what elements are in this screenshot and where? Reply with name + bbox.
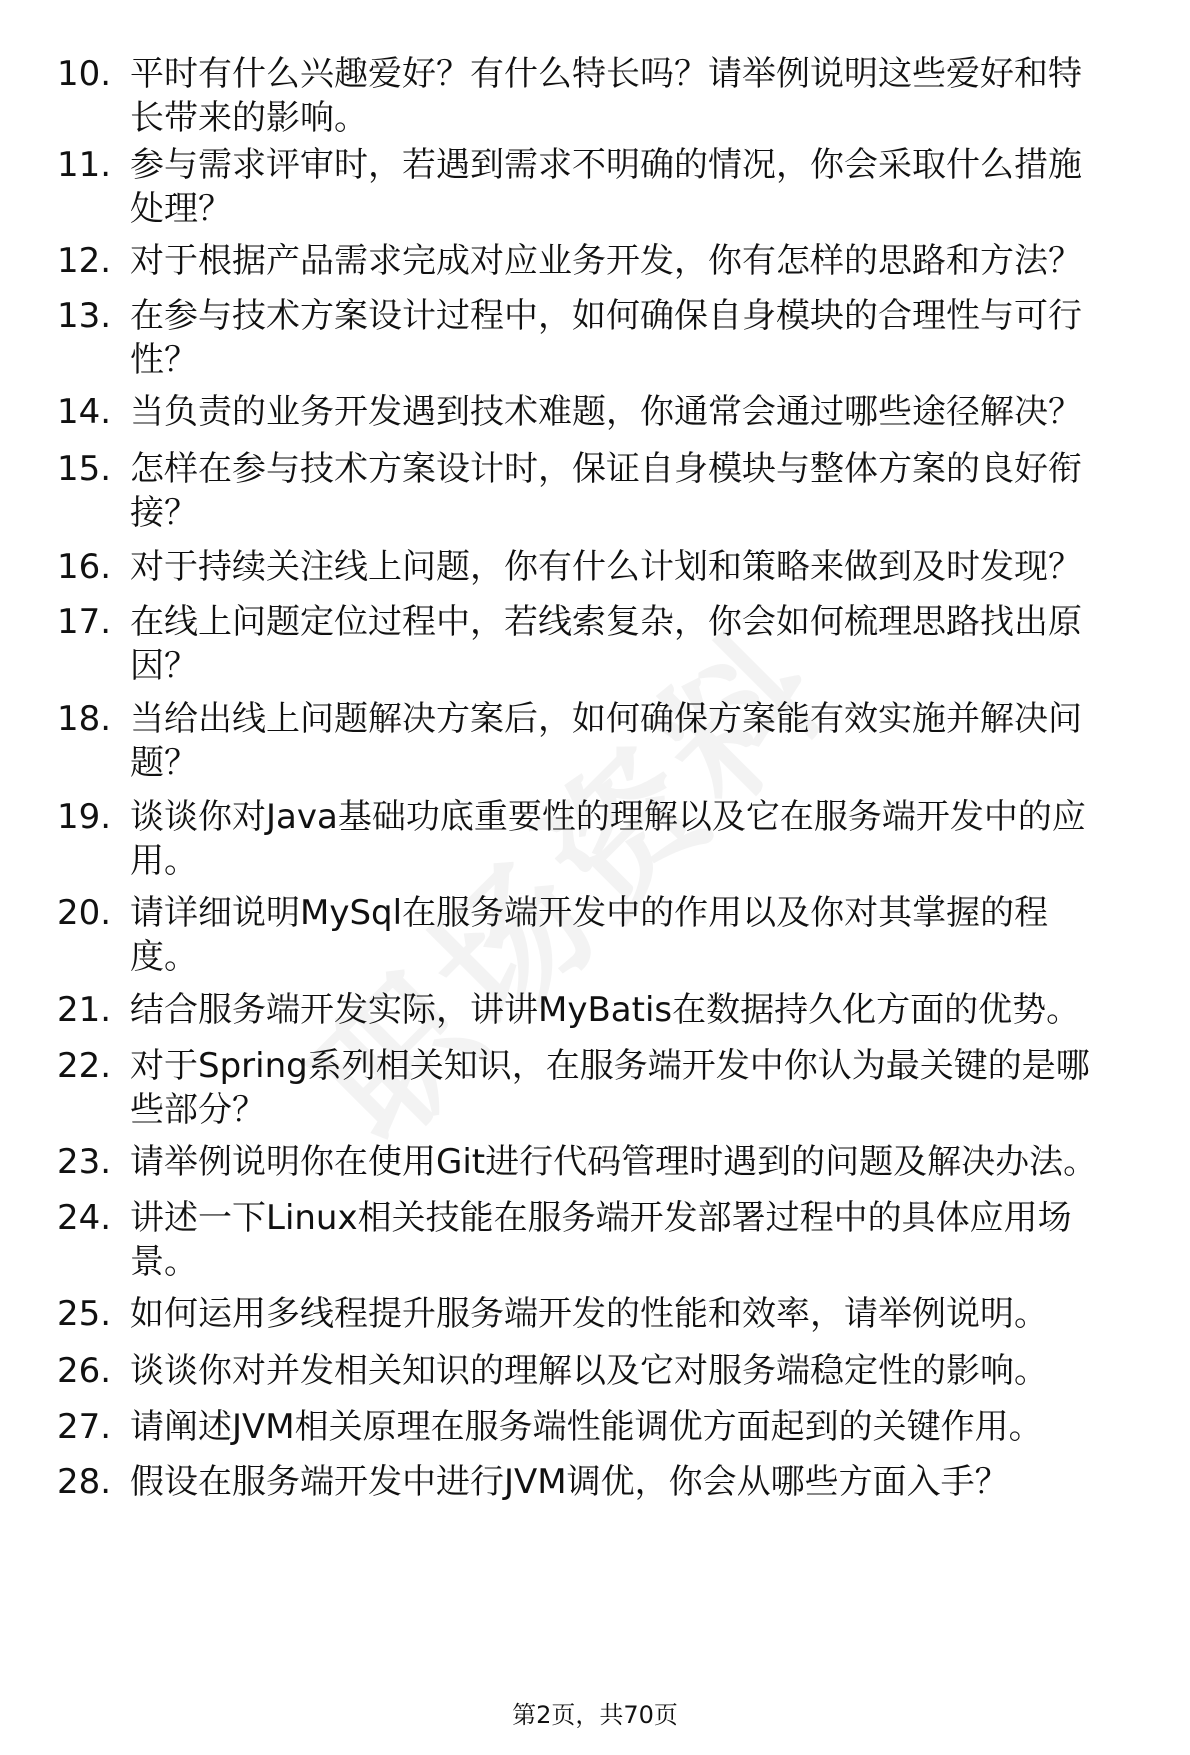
question-number: 15. xyxy=(57,449,112,489)
question-number: 25. xyxy=(57,1294,112,1334)
question-text: 在线上问题定位过程中，若线索复杂，你会如何梳理思路找出原 因？ xyxy=(130,602,1082,686)
question-number: 22. xyxy=(57,1046,112,1086)
question-text: 假设在服务端开发中进行JVM调优，你会从哪些方面入手？ xyxy=(130,1462,1009,1502)
question-number: 27. xyxy=(57,1407,112,1447)
question-number: 14. xyxy=(57,392,112,432)
page-footer: 第2页，共70页 xyxy=(512,1701,678,1729)
question-number: 26. xyxy=(57,1351,112,1391)
question-text: 当给出线上问题解决方案后，如何确保方案能有效实施并解决问 题？ xyxy=(130,699,1082,783)
question-text: 对于Spring系列相关知识，在服务端开发中你认为最关键的是哪 些部分？ xyxy=(130,1046,1090,1130)
question-number: 21. xyxy=(57,990,112,1030)
question-number: 18. xyxy=(57,699,112,739)
question-number: 12. xyxy=(57,241,112,281)
question-number: 19. xyxy=(57,797,112,837)
question-number: 13. xyxy=(57,296,112,336)
question-text: 请举例说明你在使用Git进行代码管理时遇到的问题及解决办法。 xyxy=(130,1142,1098,1182)
question-text: 对于持续关注线上问题，你有什么计划和策略来做到及时发现？ xyxy=(130,547,1082,587)
question-text: 请阐述JVM相关原理在服务端性能调优方面起到的关键作用。 xyxy=(130,1407,1043,1447)
question-number: 24. xyxy=(57,1198,112,1238)
question-text: 在参与技术方案设计过程中，如何确保自身模块的合理性与可行 性？ xyxy=(130,296,1082,380)
question-text: 谈谈你对并发相关知识的理解以及它对服务端稳定性的影响。 xyxy=(130,1351,1048,1391)
question-number: 10. xyxy=(57,54,112,94)
question-text: 对于根据产品需求完成对应业务开发，你有怎样的思路和方法？ xyxy=(130,241,1082,281)
question-text: 怎样在参与技术方案设计时，保证自身模块与整体方案的良好衔 接？ xyxy=(130,449,1082,533)
question-text: 请详细说明MySql在服务端开发中的作用以及你对其掌握的程 度。 xyxy=(130,893,1049,977)
question-text: 当负责的业务开发遇到技术难题，你通常会通过哪些途径解决？ xyxy=(130,392,1082,432)
question-number: 17. xyxy=(57,602,112,642)
question-text: 平时有什么兴趣爱好？有什么特长吗？请举例说明这些爱好和特 长带来的影响。 xyxy=(130,54,1082,138)
question-text: 如何运用多线程提升服务端开发的性能和效率，请举例说明。 xyxy=(130,1294,1048,1334)
question-number: 20. xyxy=(57,893,112,933)
question-text: 结合服务端开发实际，讲讲MyBatis在数据持久化方面的优势。 xyxy=(130,990,1081,1030)
question-number: 16. xyxy=(57,547,112,587)
question-text: 讲述一下Linux相关技能在服务端开发部署过程中的具体应用场 景。 xyxy=(130,1198,1072,1282)
question-number: 28. xyxy=(57,1462,112,1502)
question-text: 参与需求评审时，若遇到需求不明确的情况，你会采取什么措施 处理？ xyxy=(130,145,1082,229)
question-number: 11. xyxy=(57,145,112,185)
question-text: 谈谈你对Java基础功底重要性的理解以及它在服务端开发中的应 用。 xyxy=(130,797,1086,881)
question-number: 23. xyxy=(57,1142,112,1182)
